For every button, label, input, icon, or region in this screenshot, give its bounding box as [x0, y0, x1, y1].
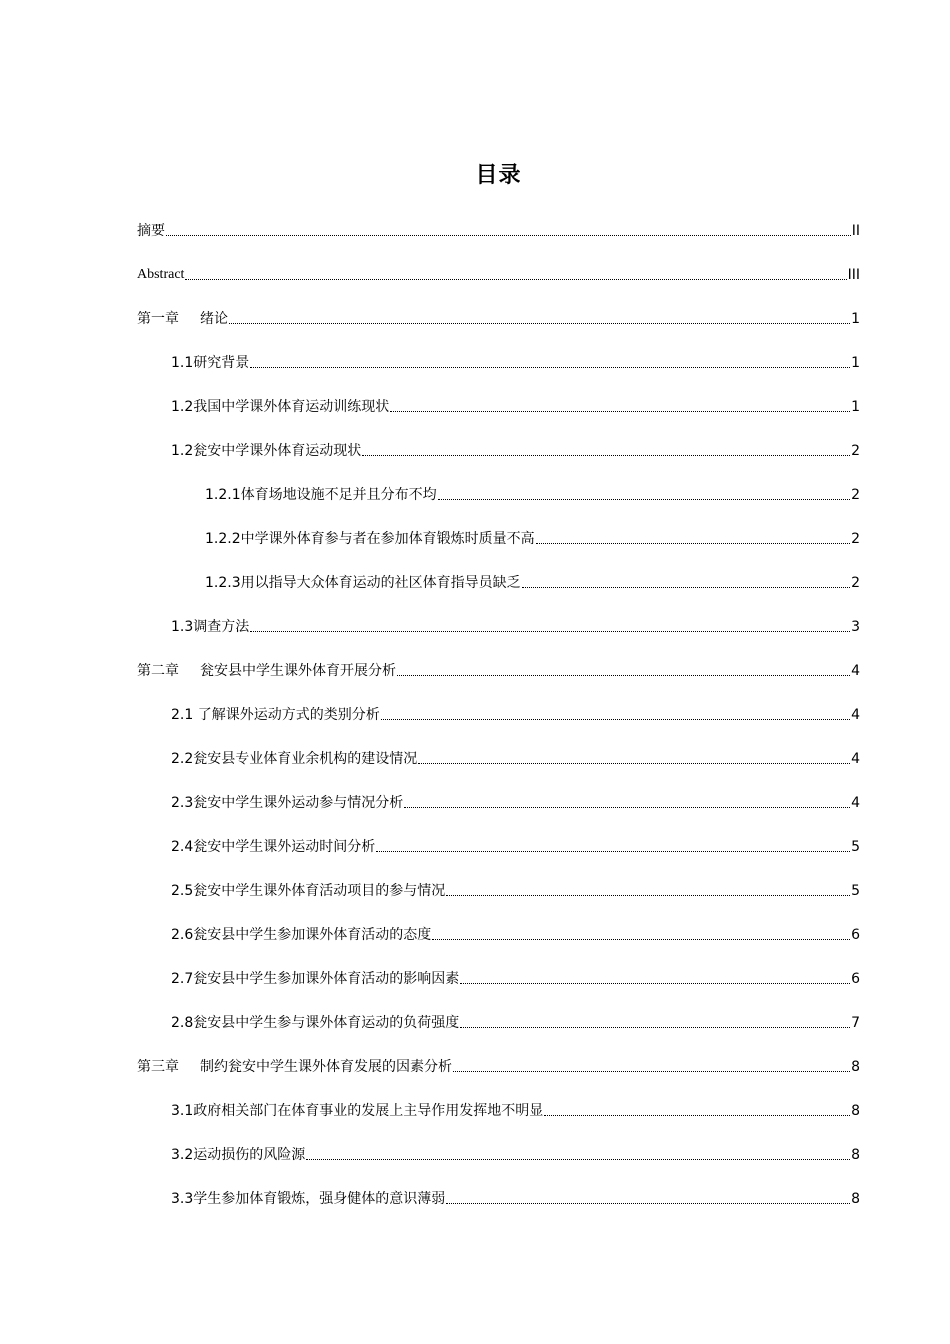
dot-leader	[446, 1203, 850, 1204]
toc-entry-chapter-3[interactable]	[137, 1056, 860, 1078]
toc-entry-label: 1.2.2中学课外体育参与者在参加体育锻炼时质量不高	[205, 531, 535, 547]
dot-leader	[306, 1159, 850, 1160]
dot-leader	[536, 543, 850, 544]
toc-entry-page: 5	[851, 883, 860, 899]
dot-leader	[166, 235, 851, 236]
toc-entry-2-8[interactable]	[171, 1012, 860, 1034]
toc-entry-page: II	[851, 223, 860, 239]
dot-leader	[185, 279, 846, 280]
dot-leader	[418, 763, 850, 764]
toc-entry-label: 2.7瓮安县中学生参加课外体育活动的影响因素	[171, 971, 460, 987]
toc-entry-label: 2.1 了解课外运动方式的类别分析	[171, 707, 380, 723]
toc-entry-label: 1.3调查方法	[171, 619, 250, 635]
toc-entry-page: 5	[851, 839, 860, 855]
toc-entry-page: 2	[851, 443, 860, 459]
toc-entry-page: 1	[851, 399, 860, 415]
toc-entry-page: 2	[851, 531, 860, 547]
toc-entry-label: 2.5瓮安中学生课外体育活动项目的参与情况	[171, 883, 446, 899]
toc-entry-page: 8	[851, 1191, 860, 1207]
toc-entry-3-1[interactable]	[171, 1100, 860, 1122]
toc-entry-2-5[interactable]	[171, 880, 860, 902]
toc-entry-page: 4	[851, 795, 860, 811]
toc-entry-page: 3	[851, 619, 860, 635]
toc-entry-1-2-3[interactable]	[205, 572, 860, 594]
toc-entry-page: 4	[851, 707, 860, 723]
dot-leader	[446, 895, 850, 896]
toc-entry-page: 7	[851, 1015, 860, 1031]
toc-entry-2-6[interactable]	[171, 924, 860, 946]
toc-entry-abstract-en[interactable]	[137, 264, 860, 286]
toc-entry-1-2b[interactable]	[171, 440, 860, 462]
dot-leader	[362, 455, 850, 456]
toc-entry-label: 3.2运动损伤的风险源	[171, 1147, 306, 1163]
toc-entry-1-2-2[interactable]	[205, 528, 860, 550]
toc-entry-page: 8	[851, 1103, 860, 1119]
toc-entry-2-4[interactable]	[171, 836, 860, 858]
toc-entry-chapter-number: 第一章	[137, 311, 179, 327]
toc-entry-page: 2	[851, 487, 860, 503]
toc-entry-chapter-2[interactable]	[137, 660, 860, 682]
toc-entry-label: 2.4瓮安中学生课外运动时间分析	[171, 839, 376, 855]
toc-entry-label: 2.8瓮安县中学生参与课外体育运动的负荷强度	[171, 1015, 460, 1031]
toc-entry-label: 2.6瓮安县中学生参加课外体育活动的态度	[171, 927, 432, 943]
toc-entry-chapter-number: 第二章	[137, 663, 179, 679]
toc-entry-label: 3.3学生参加体育锻炼，强身健体的意识薄弱	[171, 1191, 446, 1207]
dot-leader	[250, 631, 850, 632]
page-title: 目录	[475, 163, 522, 188]
toc-entry-3-2[interactable]	[171, 1144, 860, 1166]
toc-entry-1-3[interactable]	[171, 616, 860, 638]
toc-entry-label: 2.2瓮安县专业体育业余机构的建设情况	[171, 751, 418, 767]
toc-entry-page: 1	[851, 311, 860, 327]
toc-entry-label: 1.2.3用以指导大众体育运动的社区体育指导员缺乏	[205, 575, 521, 591]
toc-entry-page: 4	[851, 663, 860, 679]
toc-entry-page: 4	[851, 751, 860, 767]
toc-entry-label: 摘要	[137, 223, 165, 239]
toc-entry-chapter-number: 第三章	[137, 1059, 179, 1075]
dot-leader	[453, 1071, 850, 1072]
toc-entry-abstract-cn[interactable]	[137, 220, 860, 242]
toc-entry-label: 制约瓮安中学生课外体育发展的因素分析	[200, 1059, 452, 1075]
dot-leader	[381, 719, 850, 720]
dot-leader	[250, 367, 850, 368]
toc-entry-label: 1.2我国中学课外体育运动训练现状	[171, 399, 390, 415]
toc-entry-1-2-1[interactable]	[205, 484, 860, 506]
toc-entry-2-3[interactable]	[171, 792, 860, 814]
toc-entry-label: 1.2.1体育场地设施不足并且分布不均	[205, 487, 437, 503]
toc-entry-label: 绪论	[200, 311, 228, 327]
toc-entry-label: 3.1政府相关部门在体育事业的发展上主导作用发挥地不明显	[171, 1103, 544, 1119]
toc-entry-2-2[interactable]	[171, 748, 860, 770]
toc-entry-label: Abstract	[137, 267, 185, 282]
dot-leader	[544, 1115, 850, 1116]
dot-leader	[460, 1027, 850, 1028]
dot-leader	[404, 807, 850, 808]
toc-entry-2-7[interactable]	[171, 968, 860, 990]
dot-leader	[397, 675, 850, 676]
dot-leader	[460, 983, 850, 984]
toc-entry-page: 8	[851, 1059, 860, 1075]
dot-leader	[522, 587, 850, 588]
toc-entry-page: 1	[851, 355, 860, 371]
toc-entry-1-1[interactable]	[171, 352, 860, 374]
toc-entry-label: 1.1研究背景	[171, 355, 250, 371]
dot-leader	[438, 499, 850, 500]
dot-leader	[390, 411, 850, 412]
dot-leader	[229, 323, 850, 324]
toc-entry-page: 2	[851, 575, 860, 591]
toc-entry-label: 2.3瓮安中学生课外运动参与情况分析	[171, 795, 404, 811]
toc-entry-2-1[interactable]	[171, 704, 860, 726]
toc-entry-1-2a[interactable]	[171, 396, 860, 418]
toc-entry-page: III	[847, 267, 860, 283]
toc-entry-label: 1.2瓮安中学课外体育运动现状	[171, 443, 362, 459]
dot-leader	[376, 851, 850, 852]
toc-entry-page: 6	[851, 971, 860, 987]
toc-entry-page: 6	[851, 927, 860, 943]
toc-entry-3-3[interactable]	[171, 1188, 860, 1210]
toc-entry-label: 瓮安县中学生课外体育开展分析	[200, 663, 396, 679]
toc-entry-chapter-1[interactable]	[137, 308, 860, 330]
toc-entry-page: 8	[851, 1147, 860, 1163]
dot-leader	[432, 939, 850, 940]
